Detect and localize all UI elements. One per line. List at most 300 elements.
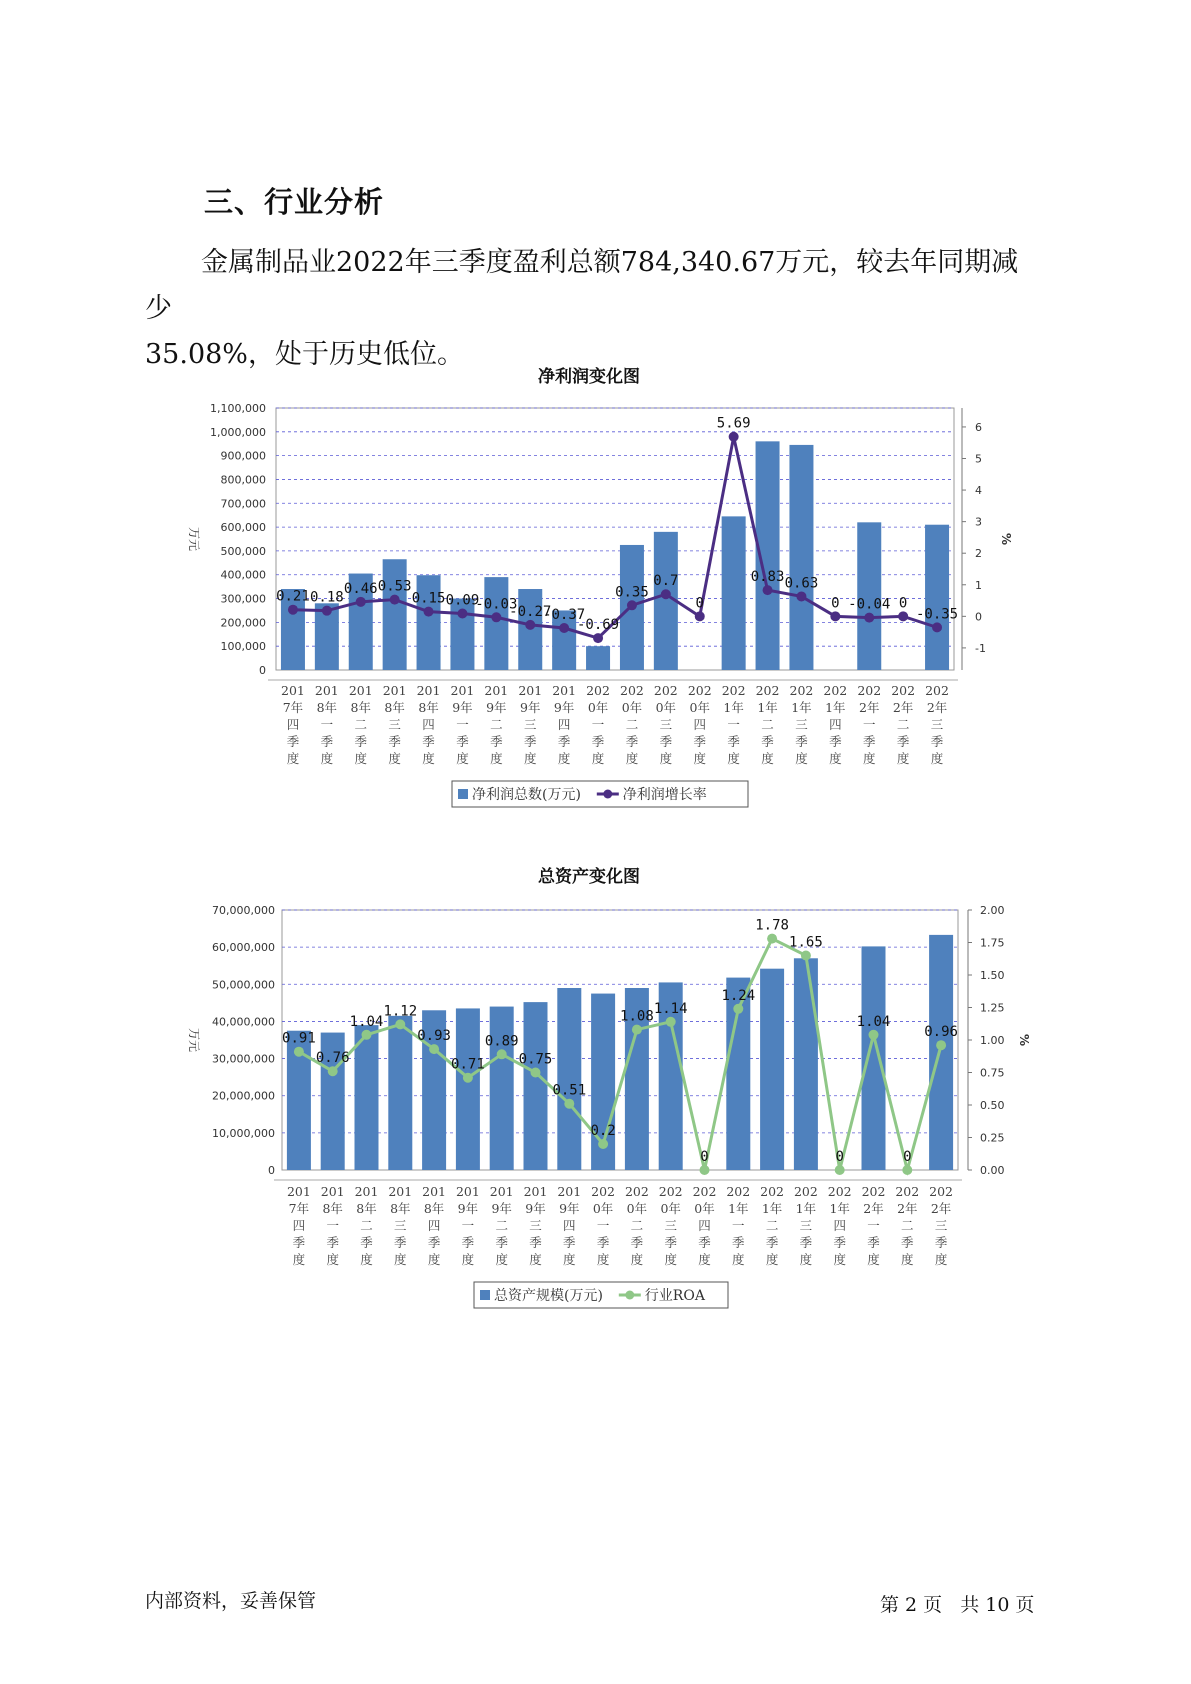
chart2-x-tick-label: 度 [427,1252,441,1267]
chart1-x-tick-label: 四 [557,717,571,732]
chart1-x-tick-label: 202 [687,683,712,698]
paragraph-line-2: 35.08%，处于历史低位。 [145,339,464,370]
chart1-x-tick-label: 度 [557,751,571,766]
chart1-line-point [288,605,298,615]
chart2-y-right-tick-label: 0.25 [980,1131,1005,1145]
chart1-data-label: -0.03 [475,596,518,613]
chart2-x-tick-label: 季 [596,1235,610,1250]
chart2-x-tick-label: 202 [692,1184,717,1199]
chart1-x-tick-label: 8年 [384,700,405,715]
chart2-line-point [835,1165,845,1175]
chart2-x-tick-label: 度 [326,1252,339,1267]
chart1-x-tick-label: 8年 [350,700,371,715]
chart1-x-tick-label: 201 [281,683,305,698]
chart1-x-tick-label: 一 [727,717,740,732]
chart1-x-tick-label: 度 [829,751,842,766]
chart1-bar [417,575,441,670]
chart1-x-tick-label: 7年 [282,700,304,715]
chart1-data-label: 0.46 [343,580,378,597]
chart1-data-label: 0.35 [615,584,649,601]
chart2-data-label: 0.51 [552,1082,587,1099]
chart1-x-tick-label: 度 [422,751,435,766]
chart2-x-tick-label: 202 [760,1184,785,1199]
chart1-x-tick-label: 季 [727,734,740,749]
chart2-x-tick-label: 季 [630,1235,644,1250]
chart2-x-tick-label: 度 [867,1252,880,1267]
chart1-x-tick-label: 度 [591,751,605,766]
chart2-x-tick-label: 2年 [930,1201,952,1216]
chart2-line-point [801,951,811,961]
chart2-x-tick-label: 四 [292,1218,306,1233]
chart2-line-point [362,1030,372,1040]
chart2-bar [794,958,818,1170]
chart2-x-tick-label: 度 [461,1252,475,1267]
chart1-data-label: -0.27 [509,603,552,620]
chart2-data-label: 0.75 [518,1051,553,1068]
chart1-bar [789,445,813,670]
chart1-data-label: -0.04 [848,596,891,613]
chart1-x-tick-label: 季 [693,734,707,749]
chart1-x-tick-label: 季 [320,734,334,749]
chart1-legend-line-marker [603,790,612,799]
chart1-x-tick-label: 2年 [926,700,948,715]
chart1-y-right-tick-label: 0 [975,610,982,624]
chart1-y-left-tick-label: 800,000 [220,473,266,487]
chart1-y-right-title: % [999,532,1013,546]
chart1-x-tick-label: 二 [354,717,368,732]
chart1-x-tick-label: 四 [829,717,842,732]
chart1-x-tick-label: 1年 [723,700,744,715]
chart2-x-tick-label: 201 [523,1184,548,1199]
chart2-x-tick-label: 三 [664,1218,677,1233]
chart2-x-tick-label: 一 [461,1218,475,1233]
chart2-x-tick-label: 202 [895,1184,920,1199]
chart2-x-tick-label: 三 [529,1218,542,1233]
chart1-line-point [661,589,671,599]
chart1-x-tick-label: 季 [930,734,944,749]
chart2-x-tick-label: 季 [360,1235,373,1250]
chart1-x-tick-label: 三 [659,717,673,732]
chart1-line-point [763,585,773,595]
chart1-x-tick-label: 201 [314,683,339,698]
chart1-x-tick-label: 202 [823,683,848,698]
chart2-x-tick-label: 201 [354,1184,379,1199]
chart1-x-tick-label: 季 [523,734,537,749]
chart1-x-tick-label: 季 [896,734,910,749]
chart2-x-tick-label: 8年 [423,1201,445,1216]
chart2-x-tick-label: 2年 [863,1201,884,1216]
chart1-y-right-tick-label: 4 [975,484,982,498]
chart2-data-label: 0.76 [315,1050,350,1067]
chart2-line-point [328,1066,338,1076]
chart2-x-tick-label: 一 [867,1218,880,1233]
chart2-x-tick-label: 三 [799,1218,813,1233]
chart2-line-point [666,1017,676,1027]
chart1-data-label: 0.53 [377,578,412,595]
chart2-x-tick-label: 度 [394,1252,407,1267]
chart1-legend-bar-label: 净利润总数(万元) [472,787,581,803]
chart1-x-tick-label: 9年 [486,700,507,715]
chart1-x-tick-label: 季 [795,734,808,749]
chart2-x-tick-label: 1年 [728,1201,749,1216]
chart1-x-tick-label: 201 [416,683,441,698]
chart2-line-point [294,1047,304,1057]
chart2-x-tick-label: 季 [529,1235,542,1250]
chart1-line-point [932,622,942,632]
chart2-data-label: 0 [903,1149,912,1165]
chart1-x-tick-label: 季 [862,734,876,749]
chart2-line-point [936,1040,946,1050]
chart1-x-tick-label: 1年 [791,700,812,715]
chart1-x-tick-label: 202 [721,683,746,698]
chart1-x-tick-label: 0年 [621,700,643,715]
chart2-x-tick-label: 201 [286,1184,311,1199]
chart1-line-point [864,613,874,623]
chart2-x-tick-label: 8年 [356,1201,377,1216]
chart1-x-tick-label: 季 [659,734,673,749]
total-suffix: 页 [1015,1594,1035,1616]
chart1-y-left-tick-label: 1,000,000 [210,425,266,439]
chart1-data-label: 0 [898,595,908,612]
chart1-legend-line-label: 净利润增长率 [622,787,707,803]
chart2-bar [490,1007,514,1170]
chart2-x-tick-label: 度 [664,1252,677,1267]
chart2-x-tick-label: 一 [732,1218,745,1233]
chart1-x-tick-label: 季 [490,734,503,749]
chart1-x-tick-label: 季 [761,734,774,749]
chart2-x-tick-label: 202 [591,1184,616,1199]
chart1-x-tick-label: 201 [552,683,577,698]
chart2-data-label: 0.93 [417,1028,451,1045]
chart1-data-label: 0.09 [445,592,480,609]
chart2-x-tick-label: 度 [529,1252,542,1267]
chart2-line-point [700,1165,710,1175]
chart2-x-tick-label: 季 [563,1235,576,1250]
chart2-x-tick-label: 度 [360,1252,373,1267]
chart1-x-tick-label: 度 [659,751,673,766]
chart1-x-tick-label: 度 [523,751,537,766]
chart2-x-tick-label: 9年 [457,1201,479,1216]
chart1-line-point [729,432,739,442]
chart2-legend-bar-label: 总资产规模(万元) [494,1288,603,1304]
chart2-x-tick-label: 度 [495,1252,508,1267]
chart1-bar [722,516,746,670]
chart1-x-tick-label: 度 [388,751,401,766]
chart2-x-tick-label: 9年 [559,1201,580,1216]
chart2-line-point [902,1165,912,1175]
chart2-data-label: 1.04 [349,1013,384,1030]
chart2-y-right-tick-label: 0.75 [980,1066,1005,1080]
chart2-x-tick-label: 季 [732,1235,745,1250]
chart2-x-tick-label: 一 [596,1218,610,1233]
chart2-x-tick-label: 季 [833,1235,846,1250]
chart1-x-tick-label: 201 [450,683,475,698]
chart2-data-label: 1.65 [789,934,823,951]
chart2-x-tick-label: 201 [455,1184,480,1199]
chart1-x-tick-label: 1年 [825,700,846,715]
chart2-data-label: 1.78 [755,917,789,934]
chart2-x-tick-label: 202 [624,1184,649,1199]
chart1-data-label: 0.15 [411,590,446,607]
chart1-x-tick-label: 二 [625,717,639,732]
chart1-y-right-tick-label: 5 [975,452,982,466]
chart2-y-right-tick-label: 1.00 [980,1034,1005,1047]
chart1-x-tick-label: 度 [930,751,944,766]
total-pages: 10 [985,1594,1010,1616]
chart1-x-tick-label: 三 [388,717,401,732]
chart2-data-label: 0.2 [590,1123,616,1139]
chart1-x-tick-label: 三 [795,717,808,732]
chart2-y-left-tick-label: 0 [268,1164,275,1177]
chart2-y-right-tick-label: 1.50 [980,969,1005,982]
chart2-x-tick-label: 季 [427,1235,441,1250]
chart1-x-tick-label: 四 [286,717,300,732]
chart1-line-point [593,633,603,643]
chart1-x-tick-label: 季 [422,734,435,749]
chart1-bar [586,646,610,670]
chart1-y-left-tick-label: 1,100,000 [210,402,266,415]
chart2-x-tick-label: 二 [765,1218,779,1233]
page-prefix: 第 [880,1594,900,1616]
chart2-data-label: 0 [700,1149,709,1165]
chart2-x-tick-label: 四 [427,1218,441,1233]
chart2-line-point [564,1099,574,1109]
chart1-line-point [796,591,806,601]
chart2-bar [388,1016,412,1170]
chart2-y-right-tick-label: 0.50 [980,1099,1005,1112]
chart2-x-tick-label: 三 [394,1218,407,1233]
chart2-x-tick-label: 四 [563,1218,576,1233]
chart1-y-left-tick-label: 100,000 [220,640,266,654]
chart2-bar [355,1025,379,1170]
chart2-line-point [531,1068,541,1078]
chart2-x-tick-label: 季 [326,1235,339,1250]
chart2-bar [862,946,886,1170]
chart1-x-tick-label: 二 [761,717,774,732]
chart2-bar [557,988,581,1170]
chart2-x-tick-label: 1年 [829,1201,850,1216]
chart2-y-left-title: 万元 [187,1027,201,1053]
chart1-y-right-tick-label: 2 [975,547,982,561]
chart2-line-point [733,1004,743,1014]
chart2-y-right-title: % [1017,1033,1031,1047]
chart1-x-tick-label: 季 [625,734,639,749]
chart1-x-tick-label: 度 [862,751,876,766]
chart2-x-tick-label: 二 [630,1218,644,1233]
chart1-x-tick-label: 9年 [520,700,541,715]
chart1-data-label: -0.37 [543,607,586,624]
chart2-x-tick-label: 201 [422,1184,447,1199]
chart1-line-point [390,595,400,605]
chart1-x-tick-label: 度 [286,751,300,766]
chart2-x-tick-label: 度 [799,1252,813,1267]
chart1-y-right-tick-label: -1 [975,641,986,655]
chart1-x-tick-label: 度 [795,751,808,766]
chart1-line-point [491,612,501,622]
chart1-data-label: -0.69 [576,617,620,634]
chart2-x-tick-label: 度 [596,1252,610,1267]
chart1-x-tick-label: 季 [829,734,842,749]
chart1-x-tick-label: 9年 [452,700,473,715]
net-profit-chart-title: 净利润变化图 [538,367,640,387]
chart1-data-label: 0.63 [784,575,819,592]
footer-page-info [880,1590,1040,1617]
chart2-data-label: 1.14 [653,1000,688,1017]
chart2-x-tick-label: 201 [388,1184,413,1199]
chart2-x-tick-label: 二 [495,1218,508,1233]
chart2-x-tick-label: 季 [867,1235,880,1250]
chart2-x-tick-label: 202 [658,1184,683,1199]
chart1-x-tick-label: 202 [653,683,678,698]
chart2-y-right-tick-label: 1.25 [980,1001,1005,1015]
chart1-y-left-tick-label: 400,000 [220,568,266,582]
chart2-x-tick-label: 201 [489,1184,514,1199]
chart2-x-tick-label: 季 [901,1235,914,1250]
chart1-x-tick-label: 1年 [757,700,778,715]
chart1-x-tick-label: 三 [930,717,944,732]
chart1-legend-bar-swatch [458,789,468,799]
chart2-x-tick-label: 1年 [795,1201,817,1216]
chart2-data-label: 0.89 [484,1033,519,1050]
chart2-y-left-tick-label: 70,000,000 [212,904,275,917]
chart1-bar [925,525,949,670]
chart1-x-tick-label: 8年 [316,700,338,715]
chart2-line-point [463,1073,473,1083]
chart1-x-tick-label: 202 [755,683,780,698]
chart2-y-left-tick-label: 30,000,000 [212,1052,275,1066]
chart2-x-tick-label: 度 [732,1252,745,1267]
chart2-x-tick-label: 201 [557,1184,582,1199]
chart2-data-label: 1.24 [721,987,756,1004]
chart2-x-tick-label: 三 [934,1218,948,1233]
chart1-x-tick-label: 二 [490,717,503,732]
chart1-x-tick-label: 2年 [892,700,914,715]
chart1-line-point [830,611,840,621]
chart1-line-point [525,620,535,630]
chart2-data-label: 0 [835,1149,844,1165]
chart1-y-left-tick-label: 300,000 [220,592,266,606]
chart2-x-tick-label: 202 [793,1184,818,1199]
chart1-y-right-tick-label: 3 [975,515,982,529]
chart1-x-tick-label: 三 [523,717,537,732]
chart2-bar [456,1008,480,1170]
chart1-x-tick-label: 季 [456,734,469,749]
chart2-line-point [767,934,777,944]
chart1-x-tick-label: 202 [789,683,814,698]
total-prefix: 共 [960,1594,980,1616]
chart1-x-tick-label: 度 [693,751,707,766]
chart2-x-tick-label: 度 [630,1252,644,1267]
chart2-line-point [632,1025,642,1035]
chart1-y-left-tick-label: 700,000 [220,497,266,511]
chart2-legend-line-marker [625,1291,634,1300]
chart1-data-label: 5.69 [716,415,751,432]
chart2-x-tick-label: 季 [394,1235,407,1250]
chart1-x-tick-label: 201 [382,683,407,698]
chart1-bar [383,559,407,670]
chart2-bar [524,1002,548,1170]
chart1-line-point [424,607,434,617]
chart2-x-tick-label: 202 [861,1184,886,1199]
chart1-x-tick-label: 季 [286,734,300,749]
chart1-x-tick-label: 一 [862,717,876,732]
chart2-x-tick-label: 二 [901,1218,914,1233]
chart1-x-tick-label: 度 [625,751,639,766]
chart2-bar [760,969,784,1170]
chart2-data-label: 0.91 [282,1030,316,1047]
chart2-x-tick-label: 2年 [897,1201,918,1216]
chart2-x-tick-label: 8年 [390,1201,411,1216]
chart2-x-tick-label: 季 [765,1235,779,1250]
chart1-x-tick-label: 202 [586,683,610,698]
chart2-y-right-tick-label: 2.00 [980,904,1005,917]
chart2-y-left-tick-label: 40,000,000 [212,1015,275,1029]
total-assets-chart-title: 总资产变化图 [538,867,640,887]
chart1-x-tick-label: 2年 [859,700,880,715]
chart2-x-tick-label: 季 [799,1235,813,1250]
footer-confidential-note: 内部资料，妥善保管 [145,1590,317,1612]
chart1-x-tick-label: 度 [490,751,503,766]
chart1-line-point [356,597,366,607]
chart1-line-point [898,611,908,621]
chart2-x-tick-label: 0年 [592,1201,614,1216]
chart1-x-tick-label: 9年 [553,700,575,715]
chart2-x-tick-label: 0年 [626,1201,648,1216]
chart2-x-tick-label: 9年 [525,1201,546,1216]
chart1-y-left-title: 万元 [187,526,201,552]
chart1-x-tick-label: 0年 [587,700,609,715]
chart2-x-tick-label: 季 [664,1235,677,1250]
chart2-x-tick-label: 度 [698,1252,711,1267]
chart2-y-right-tick-label: 0.00 [980,1164,1005,1177]
chart2-plot-area [282,910,958,1170]
chart1-x-tick-label: 201 [348,683,373,698]
chart1-x-tick-label: 季 [388,734,401,749]
chart1-x-tick-label: 四 [693,717,707,732]
chart2-legend-line-label: 行业ROA [644,1288,705,1304]
chart1-data-label: 0.21 [276,588,310,605]
chart1-line-point [695,611,705,621]
chart2-x-tick-label: 季 [698,1235,711,1250]
chart1-bar [484,577,508,670]
chart2-y-left-tick-label: 10,000,000 [212,1126,275,1140]
chart2-x-tick-label: 度 [292,1252,306,1267]
chart2-x-tick-label: 0年 [694,1201,715,1216]
chart2-y-right-tick-label: 1.75 [980,936,1005,950]
chart2-x-tick-label: 四 [698,1218,711,1233]
chart1-x-tick-label: 度 [456,751,469,766]
chart1-data-label: 0.7 [653,573,679,590]
section-heading: 三、行业分析 [204,185,385,219]
chart2-data-label: 0.71 [451,1056,485,1073]
chart2-x-tick-label: 202 [726,1184,751,1199]
chart1-x-tick-label: 度 [320,751,334,766]
chart1-x-tick-label: 202 [891,683,916,698]
chart2-x-tick-label: 202 [929,1184,954,1199]
chart2-data-label: 1.08 [620,1008,654,1025]
chart1-x-tick-label: 度 [896,751,910,766]
chart1-x-tick-label: 202 [620,683,644,698]
chart2-x-tick-label: 1年 [761,1201,783,1216]
chart2-data-label: 0.96 [924,1024,958,1041]
chart2-y-left-tick-label: 50,000,000 [212,978,275,992]
chart1-y-left-tick-label: 500,000 [220,544,266,558]
chart1-line-point [627,600,637,610]
chart1-x-tick-label: 二 [896,717,910,732]
chart2-x-tick-label: 度 [934,1252,948,1267]
chart2-x-tick-label: 季 [292,1235,306,1250]
chart2-bar [929,935,953,1170]
